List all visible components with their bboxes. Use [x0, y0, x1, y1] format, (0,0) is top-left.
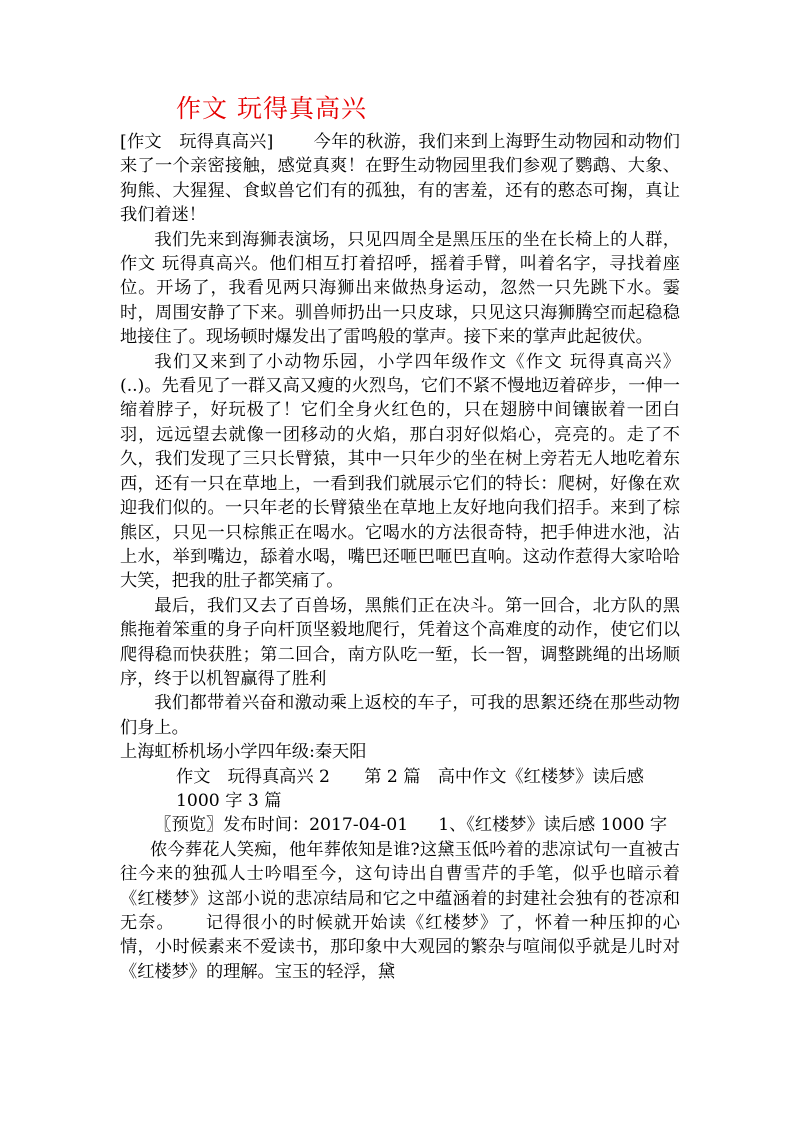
intro-text: 今年的秋游，我们来到上海野生动物园和动物们来了一个亲密接触，感觉真爽！在野生动物园里我们参观了鹦鹉、大象、狗熊、大猩猩、食蚁兽它们有的孤独，有的害羞，还有的憨态可掬，真让我们着迷！ — [120, 132, 680, 226]
preview-paragraph — [120, 813, 680, 837]
body-paragraph-2: 我们又来到了小动物乐园，小学四年级作文《作文 玩得真高兴》(..)。先看见了一群又高又瘦的火烈鸟，它们不紧不慢地迈着碎步，一伸一缩着脖子，好玩极了！它们全身火红色的，只在翅膀中间镶嵌着一团白羽，远远望去就像一团移动的火焰，那白羽好似焰心，亮亮的。走了不久，我们发现了三只长臂猿，其中一只年少的坐在树上旁若无人地吃着东西，还有一只在草地上，一看到我们就展示它们的特长：爬树，好像在欢迎我们似的。一只年老的长臂猿坐在草地上友好地向我们招手。来到了棕熊区，只见一只棕熊正在喝水。它喝水的方法很奇特，把手伸进水池，沾上水，举到嘴边，舔着水喝，嘴巴还咂巴咂巴直响。这动作惹得大家哈哈大笑，把我的肚子都笑痛了。 — [120, 351, 680, 592]
preview-item: 1、《红楼梦》读后感 1000 字 — [438, 815, 668, 836]
document-page — [120, 92, 680, 984]
body-paragraph-3: 最后，我们又去了百兽场，黑熊们正在决斗。第一回合，北方队的黑熊拖着笨重的身子向杆顶坚毅地爬行，凭着这个高难度的动作，使它们以爬得稳而快获胜；第二回合，南方队吃一堑，长一智，调整跳绳的出场顺序，终于以机智赢得了胜利 — [120, 595, 680, 689]
preview-body — [120, 838, 680, 984]
preview-text-1: 侬今葬花人笑痴，他年葬侬知是谁?这黛玉低吟着的悲凉试句一直被古往今来的独孤人士吟唱至今，这句诗出自曹雪芹的手笔，似乎也暗示着《红楼梦》这部小说的悲凉结局和它之中蕴涵着的封建社会独有的苍凉和无奈。 — [120, 839, 680, 933]
next-article-heading: 作文 玩得真高兴 2 第 2 篇 高中作文《红楼梦》读后感 1000 字 3 篇 — [176, 766, 644, 811]
body-paragraph-1: 我们先来到海狮表演场，只见四周全是黑压压的坐在长椅上的人群，作文 玩得真高兴。他们相互打着招呼，摇着手臂，叫着名字，寻找着座位。开场了，我看见两只海狮出来做热身运动，忽然一只先跳下水。霎时，周围安静了下来。驯兽师扔出一只皮球，只见这只海狮腾空而起稳稳地接住了。现场顿时爆发出了雷鸣般的掌声。接下来的掌声此起彼伏。 — [120, 229, 680, 348]
preview-text-2: 记得很小的时候就开始读《红楼梦》了，怀着一种压抑的心情，小时候素来不爱读书，那印象中大观园的繁杂与喧闹似乎就是儿时对《红楼梦》的理解。宝玉的轻浮，黛 — [120, 913, 680, 982]
document-title: 作文 玩得真高兴 — [176, 94, 367, 123]
body-paragraph-4: 我们都带着兴奋和激动乘上返校的车子，可我的思絮还绕在那些动物们身上。 — [120, 693, 680, 738]
intro-tag: [作文 玩得真高兴] — [120, 132, 274, 152]
author-signature: 上海虹桥机场小学四年级:秦天阳 — [120, 742, 367, 763]
preview-label: 〖预览〗发布时间：2017-04-01 — [154, 815, 409, 836]
intro-paragraph — [120, 130, 680, 228]
